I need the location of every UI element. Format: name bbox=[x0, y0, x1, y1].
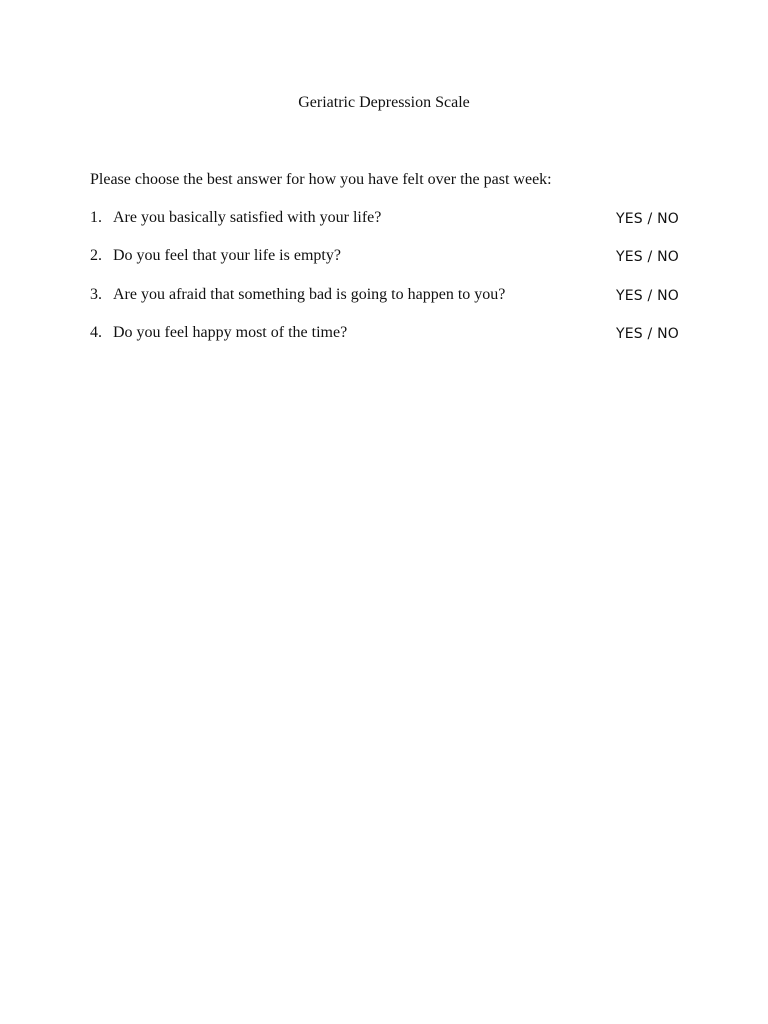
question-list bbox=[90, 207, 690, 360]
question-number: 3. bbox=[90, 285, 102, 303]
question-text: Do you feel that your life is empty? bbox=[113, 247, 341, 265]
instructions-text: Please choose the best answer for how you have felt over the past week: bbox=[90, 171, 552, 188]
question-text: Are you basically satisfied with your life? bbox=[113, 209, 382, 226]
question-number: 2. bbox=[90, 247, 102, 265]
question-row-3 bbox=[90, 284, 690, 322]
question-row-2 bbox=[90, 245, 690, 283]
answer-options-yes-no[interactable]: YES / NO bbox=[616, 249, 679, 266]
question-text: Do you feel happy most of the time? bbox=[113, 323, 348, 341]
answer-options-yes-no[interactable]: YES / NO bbox=[616, 325, 679, 342]
question-row-1 bbox=[90, 207, 690, 245]
answer-options-yes-no[interactable]: YES / NO bbox=[616, 287, 679, 304]
question-text: Are you afraid that something bad is going to happen to you? bbox=[113, 285, 506, 303]
question-number: 4. bbox=[90, 323, 102, 341]
question-row-4 bbox=[90, 322, 690, 360]
question-number: 1. bbox=[90, 209, 102, 226]
page-title: Geriatric Depression Scale bbox=[298, 94, 470, 111]
answer-options-yes-no[interactable]: YES / NO bbox=[616, 211, 679, 227]
